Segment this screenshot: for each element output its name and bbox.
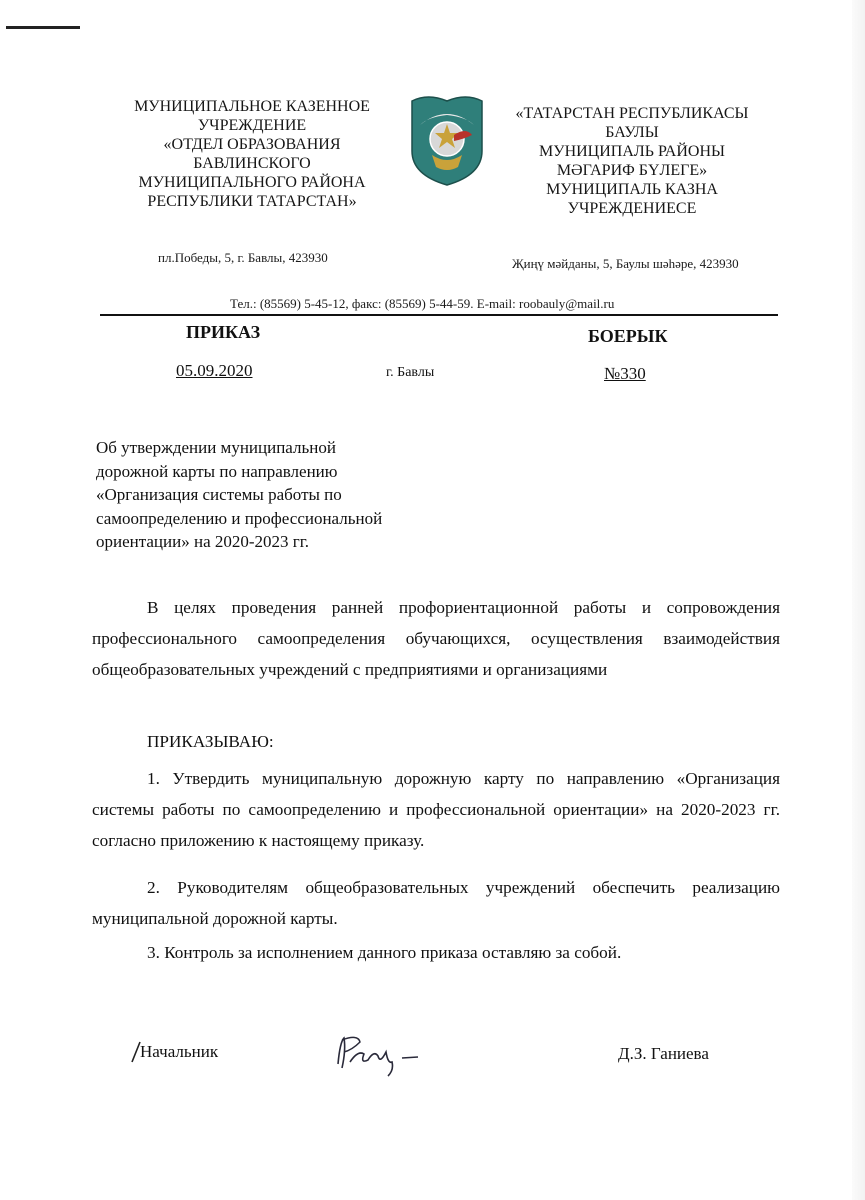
subject-line: «Организация системы работы по [96,485,342,504]
coat-of-arms-icon [406,95,488,187]
order-date: 05.09.2020 [176,361,253,380]
header-right-line: «ТАТАРСТАН РЕСПУБЛИКАСЫ [515,105,749,122]
order-title-ru: ПРИКАЗ [186,322,261,342]
order-city: г. Бавлы [386,365,435,380]
header-right-line: УЧРЕЖДЕНИЕСЕ [567,200,697,217]
handwritten-signature-icon [330,1030,430,1078]
header-right-line: МУНИЦИПАЛЬ КАЗНА [546,181,718,198]
scan-mark [6,26,80,29]
header-org-tt [494,104,770,218]
address-tt: Җиңү мәйданы, 5, Баулы шәһәре, 423930 [512,256,739,271]
order-item-2: 2. Руководителям общеобразовательных учреждений обеспечить реализацию муниципальной дорожной карты. [92,878,780,928]
header-left-line: РЕСПУБЛИКИ ТАТАРСТАН» [147,193,357,210]
order-subject [96,436,456,554]
signatory-position: Начальник [140,1042,219,1061]
signatory-name: Д.З. Ганиева [618,1044,709,1063]
header-left-line: «ОТДЕЛ ОБРАЗОВАНИЯ [163,136,341,153]
subject-line: ориентации» на 2020-2023 гг. [96,532,310,551]
header-right-line: МУНИЦИПАЛЬ РАЙОНЫ [539,143,725,160]
scan-edge [852,0,865,1200]
subject-line: Об утверждении муниципальной [96,438,336,457]
header-left-line: МУНИЦИПАЛЬНОЕ КАЗЕННОЕ [134,98,370,115]
header-left-line: МУНИЦИПАЛЬНОГО РАЙОНА [138,174,366,191]
header-right-line: МӘГАРИФ БҮЛЕГЕ» [556,162,708,179]
subject-line: самоопределению и профессиональной [96,508,383,528]
order-item-1: 1. Утвердить муниципальную дорожную карту по направлению «Организация системы работы по самоопределению и профессиональной ориентации» на 2020-2023 гг. согласно приложению к настоящему приказу. [92,769,780,850]
subject-line: дорожной карты по направлению [96,461,338,481]
header-left-line: УЧРЕЖДЕНИЕ [197,117,307,134]
order-title-tt: БОЕРЫК [588,326,668,346]
preamble-paragraph: В целях проведения ранней профориентационной работы и сопровождения профессионального самоопределения обучающихся, осуществления взаимодействия общеобразовательных учреждений с предприятиями и организациями [92,598,780,679]
order-number: №330 [604,364,646,383]
header-org-ru [110,97,394,211]
header-divider [100,314,778,316]
contacts-line: Тел.: (85569) 5-45-12, факс: (85569) 5-44-59. E-mail: roobauly@mail.ru [230,296,615,311]
order-directive: ПРИКАЗЫВАЮ: [147,732,274,751]
header-left-line: БАВЛИНСКОГО [193,155,311,172]
order-item-3: 3. Контроль за исполнением данного приказа оставляю за собой. [147,943,622,962]
header-right-line: БАУЛЫ [605,124,659,141]
address-ru: пл.Победы, 5, г. Бавлы, 423930 [158,250,328,265]
